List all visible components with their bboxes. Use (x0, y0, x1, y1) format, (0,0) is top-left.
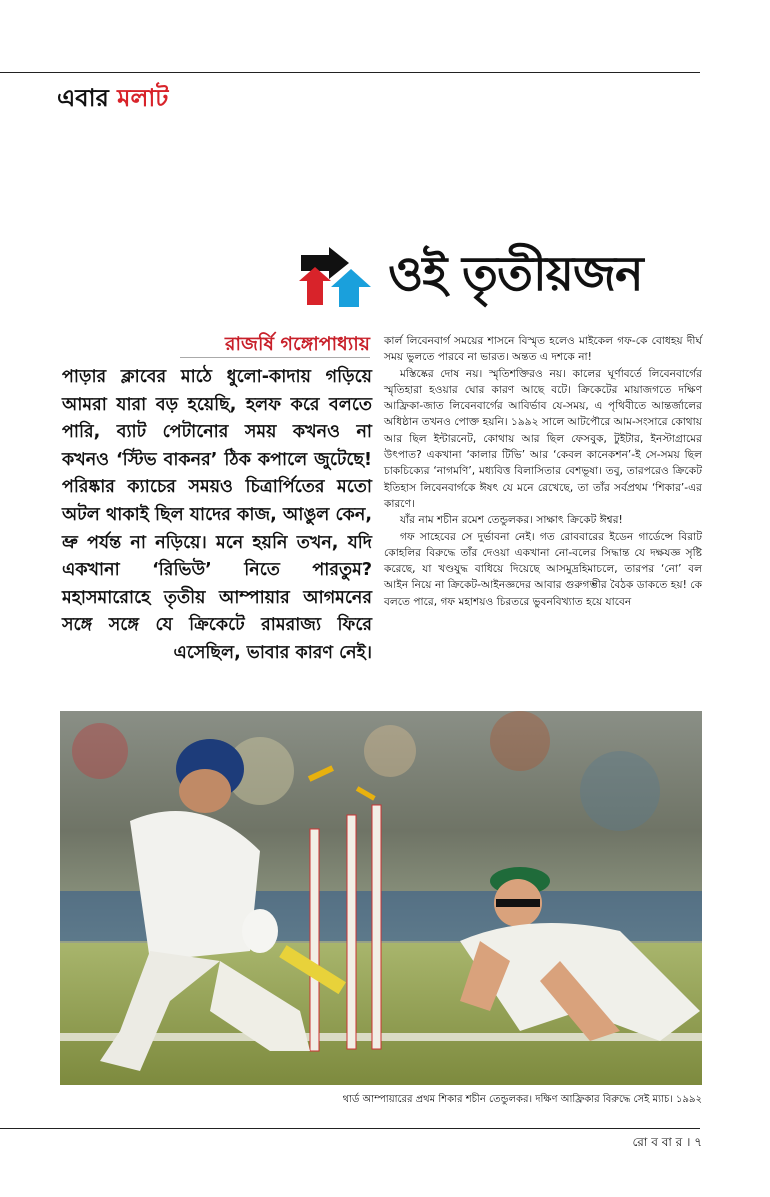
section-label-accent: মলাট (117, 84, 169, 112)
section-label (57, 80, 168, 120)
body-column (384, 333, 702, 610)
bottom-rule (0, 1128, 700, 1129)
headline: ওই তৃতীয়জন (388, 246, 643, 302)
photo-caption: থার্ড আম্পায়ারের প্রথম শিকার শচীন তেন্ডুলকর। দক্ষিণ আফ্রিকার বিরুদ্ধে সেই ম্যাচ। ১৯৯২ (342, 1094, 702, 1105)
body-paragraph: গফ সাহেবের সে দুর্ভাবনা নেই। গত রোববারের ইডেন গার্ডেন্সে বিরাট কোহলির বিরুদ্ধে তাঁর দেওয়া একখানা নো-বলের সিদ্ধান্ত যে দক্ষযজ্ঞ সৃষ্টি করেছে, যা খণ্ডযুদ্ধ বাধিয়ে দিয়েছে আসমুদ্রহিমাচলে, তারপর ‘নো’ বল আইন নিয়ে না ক্রিকেট-আইনজ্ঞদের আবার গুরুগম্ভীর বৈঠক ডাকতে হয়! কে বলতে পারে, গফ মহাশয়ও চিরতরে ভুবনবিখ্যাত হয়ে যাবেন (384, 530, 702, 608)
section-label-main: এবার (57, 84, 109, 112)
body-paragraph: মস্তিষ্কের দোষ নয়। স্মৃতিশক্তিরও নয়। কালের ঘূর্ণাবর্তে লিবেনবার্গের স্মৃতিহারা হওয়ার ঘোর কারণ আছে বটে। ক্রিকেটের মায়াজগতে দক্ষিণ আফ্রিকা-জাত লিবেনবার্গের আবির্ভাব যে-সময়, এ পৃথিবীতে আন্তর্জালের অধিষ্ঠান তখনও পোক্ত হয়নি। ১৯৯২ সালে আটপৌরে আম-সংসারে কোথায় আর ছিল ইন্টারনেট, কোথায় আর ছিল ফেসবুক, টুইটার, ইনস্টাগ্রামের উৎপাত? একখানা ‘কালার টিভি’ আর ‘কেবল কানেকশন’-ই সে-সময় ছিল চাকচিক্যের ‘নাগমণি’, মধ্যবিত্ত বিলাসিতার বেশভূষা। তবু, তারপরেও ক্রিকেট ইতিহাস লিবেনবার্গকে ঈষৎ যে মনে রেখেছে, তা তাঁর সর্বপ্রথম ‘শিকার’-এর কারণে। (384, 367, 702, 510)
intro-text: পাড়ার ক্লাবের মাঠে ধুলো-কাদায় গড়িয়ে আমরা যারা বড় হয়েছি, হলফ করে বলতে পারি, ব্যাট পেটানোর সময় কখনও না কখনও ‘স্টিভ বাকনর’ ঠিক কপালে জুটেছে! পরিষ্কার ক্যাচের সময়ও চিত্রার্পিতের মতো অটল থাকাই ছিল যাদের কাজ, আঙুল কেন, ভ্রু পর্যন্ত না নড়িয়ে। মনে হয়নি তখন, যদি একখানা ‘রিভিউ’ নিতে পারতুম? মহাসমারোহে তৃতীয় আম্পায়ার আগমনের সঙ্গে সঙ্গে যে ক্রিকেটে রামরাজ্য ফিরে এসেছিল, ভাবার কারণ নেই। (62, 367, 372, 663)
cricket-photo (60, 711, 702, 1085)
byline-rule (180, 357, 370, 358)
byline: রাজর্ষি গঙ্গোপাধ্যায় (225, 333, 370, 355)
body-paragraph: যাঁর নাম শচীন রমেশ তেন্ডুলকর। সাক্ষাৎ ক্রিকেট ঈশ্বর! (400, 514, 623, 527)
arrows-logo-icon (299, 247, 379, 309)
top-rule (0, 72, 700, 73)
page-footer: রো ব বা র । ৭ (632, 1135, 702, 1149)
body-paragraph: কার্ল লিবেনবার্গ সময়ের শাসনে বিস্মৃত হলেও মাইকেল গফ-কে বোধহয় দীর্ঘ সময় ভুলতে পারবে না ভারত। অন্তত এ দশকে না! (384, 335, 702, 364)
intro-paragraph (62, 364, 372, 668)
